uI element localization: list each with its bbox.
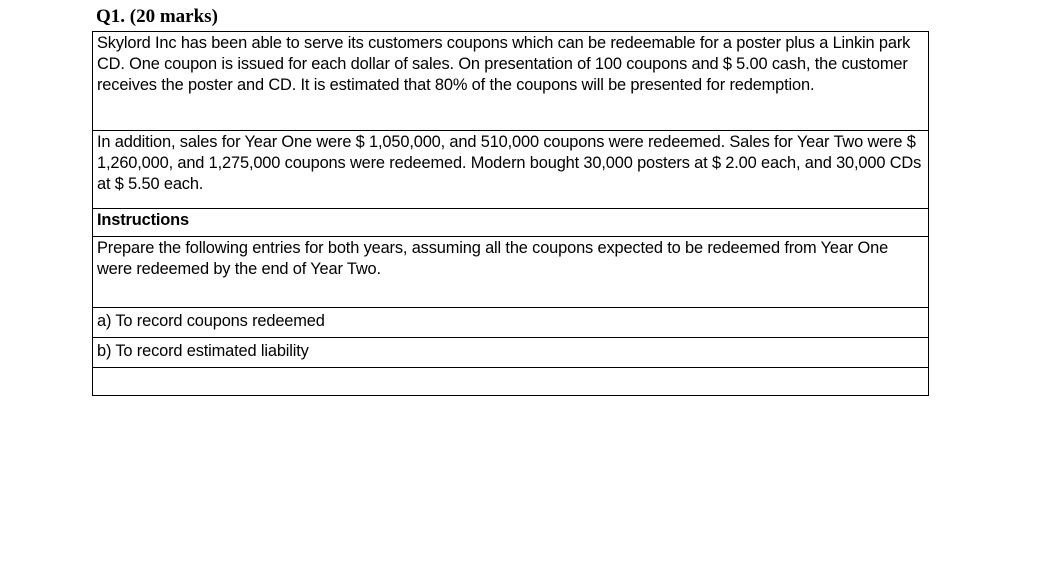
task-a: a) To record coupons redeemed <box>93 307 928 337</box>
question-heading: Q1. (20 marks) <box>96 6 218 27</box>
task-b: b) To record estimated liability <box>93 337 928 367</box>
question-table <box>92 31 929 396</box>
scenario-paragraph: Skylord Inc has been able to serve its customers coupons which can be redeemable for a poster plus a Linkin park CD. One coupon is issued for each dollar of sales. On presentation of 100 coupons and $ 5.00 cash, the customer receives the poster and CD. It is estimated that 80% of the coupons will be presented for redemption. <box>97 34 911 94</box>
empty-row <box>93 367 928 395</box>
instructions-header: Instructions <box>93 208 928 236</box>
sales-data-paragraph: In addition, sales for Year One were $ 1,050,000, and 510,000 coupons were redeemed. Sales for Year Two were $ 1,260,000, and 1,275,000 coupons were redeemed. Modern bought 30,000 posters at $ 2.00 each, and 30,000 CDs at $ 5.50 each. <box>93 130 928 208</box>
instructions-text: Prepare the following entries for both years, assuming all the coupons expected to be redeemed from Year One were redeemed by the end of Year Two. <box>93 236 928 307</box>
